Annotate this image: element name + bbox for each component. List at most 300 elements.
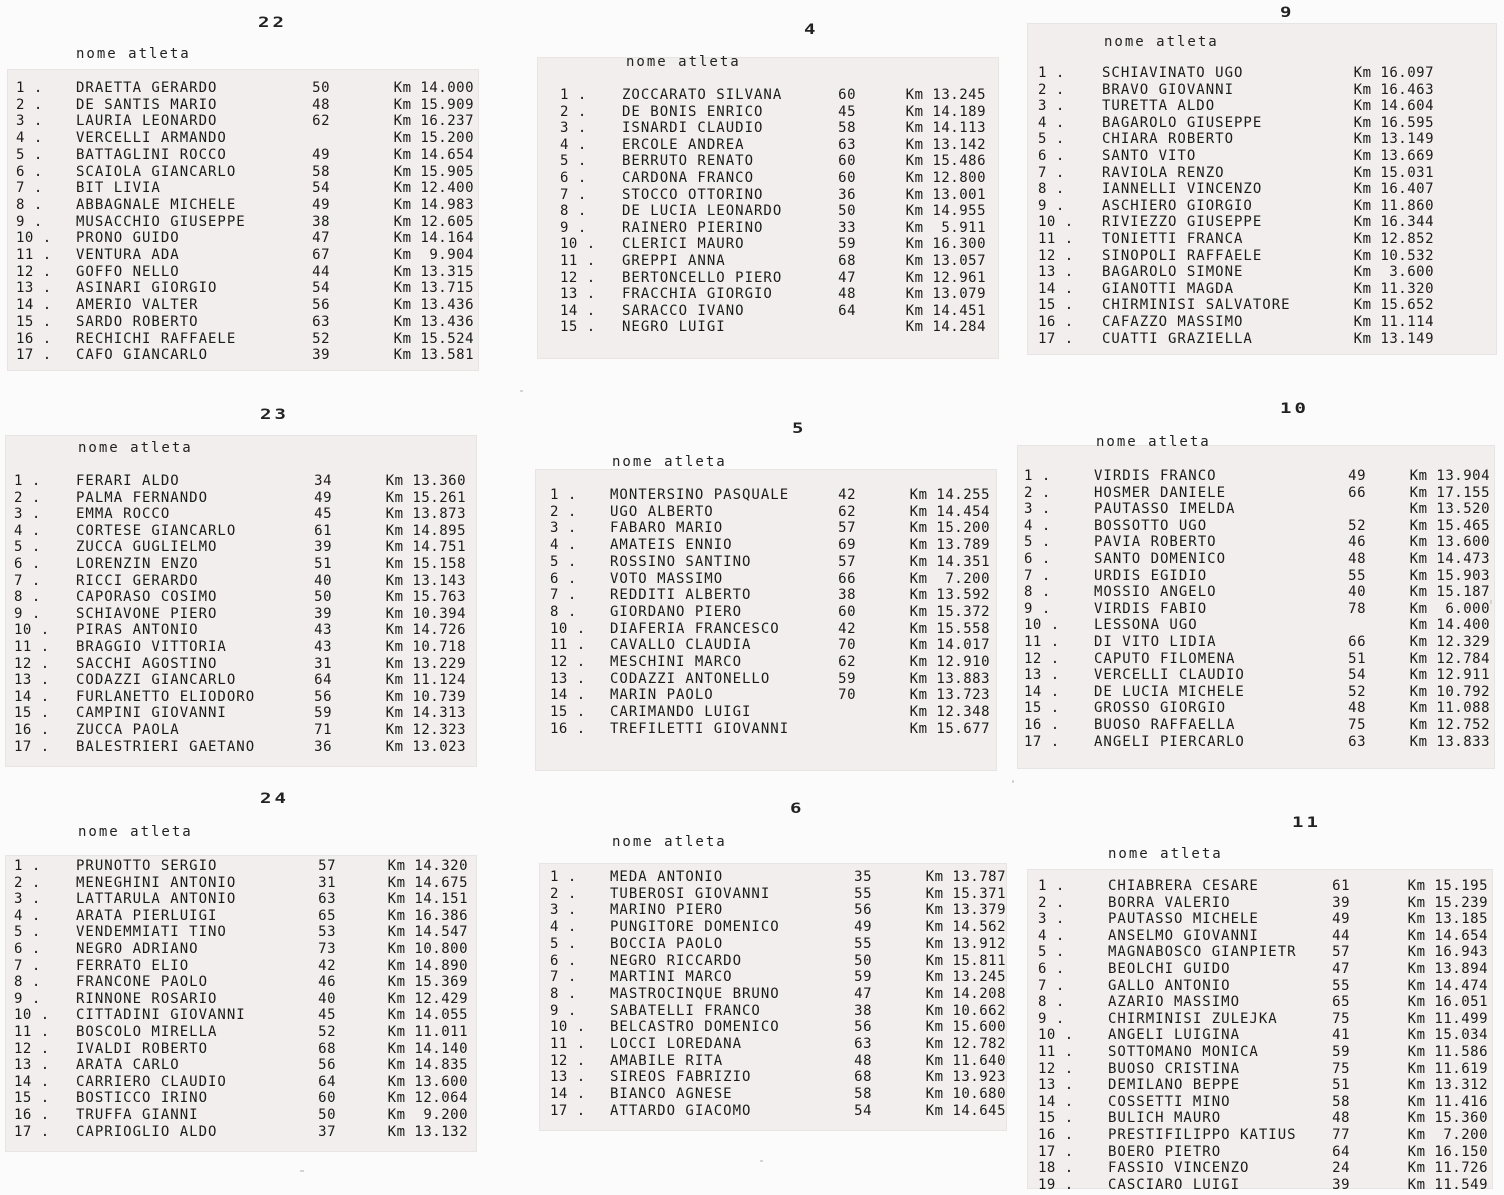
athlete-name: ATTARDO GIACOMO <box>610 1102 752 1119</box>
athlete-row <box>6 1024 500 1040</box>
athlete-name: NEGRO LUIGI <box>622 319 726 336</box>
athlete-age: 56 <box>318 1057 336 1074</box>
athlete-row <box>538 236 1006 252</box>
position-number: 1 . <box>1038 878 1065 894</box>
distance-km: Km 5.911 <box>905 219 986 236</box>
athlete-row <box>6 1007 500 1023</box>
distance-km: Km 13.379 <box>925 902 1006 919</box>
athlete-age: 41 <box>1332 1027 1350 1044</box>
athlete-row <box>6 739 500 755</box>
athlete-age: 65 <box>318 907 336 924</box>
distance-km: Km 14.164 <box>393 230 474 247</box>
athlete-row <box>538 270 1006 286</box>
distance-km: Km 14.654 <box>393 146 474 163</box>
athlete-name: DIAFERIA FRANCESCO <box>610 620 780 637</box>
position-number: 9 . <box>14 605 41 622</box>
position-number: 4 . <box>560 136 587 153</box>
athlete-age: 58 <box>312 163 330 180</box>
athlete-name: BOSTICCO IRINO <box>76 1090 209 1107</box>
position-number: 2 . <box>14 489 41 506</box>
athlete-age: 58 <box>854 1086 872 1103</box>
distance-km: Km 12.605 <box>393 213 474 230</box>
team-panel-4 <box>538 18 1006 358</box>
athlete-row <box>1028 895 1500 911</box>
team-panel-11 <box>1028 812 1500 1192</box>
athlete-name: CARIMANDO LUIGI <box>610 704 752 721</box>
distance-km: Km 10.718 <box>385 639 466 655</box>
athlete-age: 77 <box>1332 1127 1350 1143</box>
position-number: 19 . <box>1038 1176 1074 1193</box>
position-number: 7 . <box>1024 567 1051 584</box>
athlete-age: 40 <box>1348 584 1366 601</box>
distance-km: Km 14.000 <box>393 80 474 96</box>
athlete-age: 56 <box>314 688 332 705</box>
athlete-age: 75 <box>1348 717 1366 733</box>
athlete-age: 66 <box>838 570 856 587</box>
distance-km: Km 15.558 <box>909 620 990 637</box>
athlete-name: CAFAZZO MASSIMO <box>1102 314 1244 330</box>
distance-km: Km 13.581 <box>393 347 474 364</box>
athlete-name: ANSELMO GIOVANNI <box>1108 927 1259 944</box>
distance-km: Km 11.088 <box>1409 700 1490 717</box>
athlete-name: LOCCI LOREDANA <box>610 1036 743 1052</box>
athlete-age: 65 <box>1332 994 1350 1011</box>
distance-km: Km 14.474 <box>1407 977 1488 994</box>
distance-km: Km 7.200 <box>909 570 990 587</box>
position-number: 2 . <box>550 503 577 520</box>
position-number: 14 . <box>14 688 50 705</box>
athlete-name: VENDEMMIATI TINO <box>76 924 227 941</box>
athlete-name: PAUTASSO IMELDA <box>1094 501 1236 518</box>
athlete-age: 70 <box>838 637 856 654</box>
athlete-row <box>536 721 1004 737</box>
athlete-row <box>8 113 500 129</box>
distance-km: Km 14.151 <box>387 891 468 908</box>
athlete-name: DE SANTIS MARIO <box>76 96 218 113</box>
distance-km: Km 16.097 <box>1353 65 1434 81</box>
position-number: 11 . <box>14 639 50 655</box>
position-number: 17 . <box>550 1102 586 1119</box>
distance-km: Km 10.680 <box>925 1086 1006 1103</box>
athlete-age: 48 <box>1332 1110 1350 1127</box>
position-number: 14 . <box>16 297 52 314</box>
distance-km: Km 13.245 <box>925 969 1006 986</box>
athlete-row <box>6 589 500 605</box>
athlete-row <box>8 147 500 163</box>
athlete-row <box>536 637 1004 653</box>
athlete-row <box>6 689 500 705</box>
position-number: 5 . <box>1038 944 1065 961</box>
position-number: 16 . <box>1024 717 1060 733</box>
distance-km: Km 10.532 <box>1353 247 1434 264</box>
athlete-name: RINNONE ROSARIO <box>76 990 218 1007</box>
athlete-row <box>1018 601 1502 617</box>
distance-km: Km 15.903 <box>1409 567 1490 584</box>
athlete-age: 47 <box>1332 961 1350 977</box>
athlete-row <box>1028 115 1500 131</box>
position-number: 1 . <box>550 487 577 503</box>
athlete-name: LESSONA UGO <box>1094 617 1198 634</box>
athlete-row <box>1018 485 1502 501</box>
position-number: 1 . <box>1038 65 1065 81</box>
position-number: 17 . <box>14 738 50 755</box>
athlete-row <box>540 953 1010 969</box>
athlete-row <box>1028 1094 1500 1110</box>
athlete-age: 54 <box>312 180 330 197</box>
position-number: 17 . <box>14 1123 50 1140</box>
position-number: 13 . <box>560 286 596 303</box>
position-number: 4 . <box>14 907 41 924</box>
distance-km: Km 14.454 <box>909 503 990 520</box>
athlete-row <box>1028 281 1500 297</box>
athlete-row <box>1028 1061 1500 1077</box>
position-number: 16 . <box>1038 1127 1074 1143</box>
athlete-name: BAGAROLO GIUSEPPE <box>1102 114 1263 131</box>
athlete-name: PRONO GUIDO <box>76 230 180 247</box>
athlete-name: CITTADINI GIOVANNI <box>76 1007 246 1024</box>
distance-km: Km 15.486 <box>905 153 986 170</box>
athlete-name: MEDA ANTONIO <box>610 869 724 885</box>
distance-km: Km 16.595 <box>1353 114 1434 131</box>
distance-km: Km 12.910 <box>909 654 990 670</box>
athlete-name: GROSSO GIORGIO <box>1094 700 1227 717</box>
column-header-name: nome atleta <box>76 46 191 62</box>
athlete-age: 51 <box>1332 1077 1350 1094</box>
athlete-age: 49 <box>1348 468 1366 484</box>
athlete-age: 58 <box>838 120 856 137</box>
athlete-name: BOERO PIETRO <box>1108 1143 1222 1160</box>
distance-km: Km 12.911 <box>1409 667 1490 684</box>
position-number: 4 . <box>1038 927 1065 944</box>
athlete-row <box>538 170 1006 186</box>
athlete-row <box>8 80 500 96</box>
team-number: 6 <box>790 800 805 817</box>
athlete-name: ANGELI PIERCARLO <box>1094 733 1245 750</box>
distance-km: Km 14.604 <box>1353 98 1434 115</box>
position-number: 2 . <box>1024 484 1051 501</box>
athlete-name: AMABILE RITA <box>610 1052 724 1069</box>
distance-km: Km 12.800 <box>905 170 986 186</box>
athlete-row <box>6 490 500 506</box>
distance-km: Km 15.372 <box>909 603 990 620</box>
athlete-name: NEGRO RICCARDO <box>610 952 743 969</box>
athlete-row <box>1028 911 1500 927</box>
distance-km: Km 12.323 <box>385 722 466 738</box>
athlete-name: FASSIO VINCENZO <box>1108 1160 1250 1177</box>
athlete-name: FABARO MARIO <box>610 520 724 537</box>
athlete-name: MENEGHINI ANTONIO <box>76 874 237 891</box>
athlete-row <box>1028 165 1500 181</box>
column-header-name: nome atleta <box>1096 434 1211 450</box>
athlete-name: VERCELLI CLAUDIO <box>1094 667 1245 684</box>
athlete-name: STOCCO OTTORINO <box>622 186 764 203</box>
athlete-name: BELCASTRO DOMENICO <box>610 1019 780 1036</box>
distance-km: Km 15.600 <box>925 1019 1006 1036</box>
athlete-row <box>1018 634 1502 650</box>
position-number: 12 . <box>560 269 596 286</box>
scan-speck <box>760 1160 763 1162</box>
athlete-row <box>538 187 1006 203</box>
distance-km: Km 11.726 <box>1407 1160 1488 1177</box>
position-number: 4 . <box>550 919 577 936</box>
distance-km: Km 16.300 <box>905 236 986 253</box>
distance-km: Km 14.726 <box>385 622 466 639</box>
athlete-name: SACCHI AGOSTINO <box>76 655 218 672</box>
athlete-age: 50 <box>314 589 332 606</box>
athlete-row <box>6 974 500 990</box>
athlete-row <box>6 539 500 555</box>
position-number: 11 . <box>16 247 52 263</box>
athlete-name: BOCCIA PAOLO <box>610 935 724 952</box>
athlete-name: ISNARDI CLAUDIO <box>622 120 764 137</box>
position-number: 5 . <box>1038 131 1065 148</box>
athlete-age: 57 <box>838 553 856 570</box>
athlete-row <box>536 571 1004 587</box>
athlete-name: DE LUCIA LEONARDO <box>622 203 783 220</box>
athlete-name: RECHICHI RAFFAELE <box>76 330 237 347</box>
athlete-name: GIORDANO PIERO <box>610 603 743 620</box>
athlete-name: LATTARULA ANTONIO <box>76 891 237 908</box>
position-number: 3 . <box>1038 98 1065 115</box>
team-number: 9 <box>1280 4 1295 21</box>
athlete-age: 56 <box>854 902 872 919</box>
position-number: 6 . <box>550 570 577 587</box>
athlete-age: 43 <box>314 639 332 655</box>
athlete-age: 62 <box>312 113 330 130</box>
athlete-age: 46 <box>1348 534 1366 551</box>
athlete-name: BERTONCELLO PIERO <box>622 269 783 286</box>
distance-km: Km 13.079 <box>905 286 986 303</box>
athlete-name: MONTERSINO PASQUALE <box>610 487 790 503</box>
athlete-name: AMATEIS ENNIO <box>610 537 733 554</box>
athlete-row <box>540 1003 1010 1019</box>
athlete-row <box>6 1107 500 1123</box>
team-panel-23 <box>6 404 500 776</box>
athlete-name: REDDITI ALBERTO <box>610 587 752 604</box>
athlete-age: 60 <box>838 603 856 620</box>
athlete-row <box>540 969 1010 985</box>
position-number: 8 . <box>16 196 43 213</box>
position-number: 1 . <box>1024 468 1051 484</box>
team-number: 22 <box>258 14 287 31</box>
athlete-age: 52 <box>312 330 330 347</box>
athlete-row <box>8 164 500 180</box>
position-number: 16 . <box>16 330 52 347</box>
distance-km: Km 15.200 <box>393 130 474 147</box>
position-number: 10 . <box>16 230 52 247</box>
athlete-row <box>1028 1027 1500 1043</box>
position-number: 8 . <box>550 985 577 1002</box>
position-number: 1 . <box>550 869 577 885</box>
athlete-name: CAPUTO FILOMENA <box>1094 650 1236 667</box>
position-number: 2 . <box>1038 81 1065 98</box>
athlete-row <box>1028 65 1500 81</box>
position-number: 9 . <box>1024 600 1051 617</box>
position-number: 15 . <box>1038 297 1074 314</box>
athlete-row <box>538 120 1006 136</box>
distance-km: Km 14.140 <box>387 1040 468 1057</box>
distance-km: Km 13.923 <box>925 1069 1006 1086</box>
distance-km: Km 3.600 <box>1353 264 1434 281</box>
position-number: 14 . <box>14 1073 50 1090</box>
distance-km: Km 6.000 <box>1409 600 1490 617</box>
athlete-name: ZUCCA PAOLA <box>76 722 180 738</box>
position-number: 10 . <box>1024 617 1060 634</box>
athlete-age: 39 <box>312 347 330 364</box>
column-header-name: nome atleta <box>612 834 727 850</box>
athlete-name: CASCIARO LUIGI <box>1108 1176 1241 1193</box>
athlete-row <box>1028 314 1500 330</box>
athlete-age: 49 <box>1332 911 1350 928</box>
athlete-name: MARIN PAOLO <box>610 687 714 704</box>
athlete-age: 45 <box>838 103 856 120</box>
position-number: 6 . <box>1024 551 1051 567</box>
athlete-row <box>6 1041 500 1057</box>
distance-km: Km 13.600 <box>387 1073 468 1090</box>
athlete-age: 63 <box>838 136 856 153</box>
athlete-name: HOSMER DANIELE <box>1094 484 1227 501</box>
athlete-name: ASINARI GIORGIO <box>76 280 218 297</box>
athlete-row <box>536 520 1004 536</box>
athlete-row <box>1028 1144 1500 1160</box>
distance-km: Km 15.369 <box>387 974 468 991</box>
athlete-age: 61 <box>314 522 332 539</box>
athlete-name: DI VITO LIDIA <box>1094 634 1217 650</box>
athlete-row <box>1018 468 1502 484</box>
athlete-row <box>536 504 1004 520</box>
position-number: 1 . <box>16 80 43 96</box>
position-number: 10 . <box>14 622 50 639</box>
distance-km: Km 13.149 <box>1353 131 1434 148</box>
athlete-name: IANNELLI VINCENZO <box>1102 181 1263 198</box>
position-number: 8 . <box>550 603 577 620</box>
distance-km: Km 14.189 <box>905 103 986 120</box>
distance-km: Km 14.208 <box>925 985 1006 1002</box>
distance-km: Km 9.200 <box>387 1107 468 1123</box>
athlete-row <box>1028 1011 1500 1027</box>
athlete-name: CHIRMINISI ZULEJKA <box>1108 1010 1278 1027</box>
athlete-name: DE BONIS ENRICO <box>622 103 764 120</box>
position-number: 16 . <box>14 722 50 738</box>
position-number: 13 . <box>1024 667 1060 684</box>
athlete-name: SIREOS FABRIZIO <box>610 1069 752 1086</box>
position-number: 5 . <box>550 553 577 570</box>
distance-km: Km 7.200 <box>1407 1127 1488 1143</box>
athlete-name: MESCHINI MARCO <box>610 654 743 670</box>
athlete-row <box>1028 1160 1500 1176</box>
athlete-name: ASCHIERO GIORGIO <box>1102 197 1253 214</box>
athlete-age: 44 <box>1332 927 1350 944</box>
athlete-name: CAVALLO CLAUDIA <box>610 637 752 654</box>
athlete-name: UGO ALBERTO <box>610 503 714 520</box>
athlete-row <box>8 230 500 246</box>
distance-km: Km 16.386 <box>387 907 468 924</box>
position-number: 8 . <box>1038 181 1065 198</box>
position-number: 11 . <box>1038 231 1074 247</box>
athlete-name: AMERIO VALTER <box>76 297 199 314</box>
athlete-age: 55 <box>854 885 872 902</box>
athlete-name: BERRUTO RENATO <box>622 153 755 170</box>
distance-km: Km 12.329 <box>1409 634 1490 650</box>
athlete-age: 61 <box>1332 878 1350 894</box>
athlete-row <box>538 319 1006 335</box>
athlete-name: TURETTA ALDO <box>1102 98 1216 115</box>
athlete-name: RICCI GERARDO <box>76 572 199 589</box>
position-number: 9 . <box>560 219 587 236</box>
athlete-age: 73 <box>318 941 336 957</box>
distance-km: Km 13.789 <box>909 537 990 554</box>
athlete-age: 47 <box>838 269 856 286</box>
position-number: 8 . <box>1038 994 1065 1011</box>
distance-km: Km 15.652 <box>1353 297 1434 314</box>
position-number: 6 . <box>1038 148 1065 164</box>
athlete-name: TRUFFA GIANNI <box>76 1107 199 1123</box>
distance-km: Km 13.600 <box>1409 534 1490 551</box>
distance-km: Km 15.200 <box>909 520 990 537</box>
athlete-name: CUATTI GRAZIELLA <box>1102 330 1253 347</box>
position-number: 11 . <box>14 1024 50 1040</box>
athlete-name: SOTTOMANO MONICA <box>1108 1044 1259 1060</box>
team-panel-5 <box>536 420 1004 770</box>
position-number: 7 . <box>550 587 577 604</box>
athlete-name: CODAZZI ANTONELLO <box>610 670 771 687</box>
athlete-name: VOTO MASSIMO <box>610 570 724 587</box>
scan-speck <box>300 1170 304 1172</box>
distance-km: Km 13.142 <box>905 136 986 153</box>
distance-km: Km 11.499 <box>1407 1010 1488 1027</box>
distance-km: Km 13.592 <box>909 587 990 604</box>
athlete-name: PUNGITORE DOMENICO <box>610 919 780 936</box>
athlete-age: 54 <box>312 280 330 297</box>
position-number: 12 . <box>550 654 586 670</box>
column-header-name: nome atleta <box>1108 846 1223 862</box>
athlete-name: SINOPOLI RAFFAELE <box>1102 247 1263 264</box>
athlete-name: RAINERO PIERINO <box>622 219 764 236</box>
athlete-row <box>6 1074 500 1090</box>
distance-km: Km 10.739 <box>385 688 466 705</box>
athlete-row <box>1028 181 1500 197</box>
athlete-name: SCHIAVONE PIERO <box>76 605 218 622</box>
athlete-name: DEMILANO BEPPE <box>1108 1077 1241 1094</box>
athlete-age: 64 <box>1332 1143 1350 1160</box>
position-number: 17 . <box>1024 733 1060 750</box>
athlete-row <box>538 203 1006 219</box>
athlete-name: CARRIERO CLAUDIO <box>76 1073 227 1090</box>
position-number: 13 . <box>14 672 50 689</box>
distance-km: Km 13.360 <box>385 473 466 489</box>
athlete-row <box>1018 584 1502 600</box>
athlete-age: 37 <box>318 1123 336 1140</box>
athlete-row <box>6 875 500 891</box>
distance-km: Km 15.811 <box>925 952 1006 969</box>
team-number: 5 <box>792 420 807 437</box>
athlete-age: 46 <box>318 974 336 991</box>
athlete-row <box>8 347 500 363</box>
distance-km: Km 14.835 <box>387 1057 468 1074</box>
athlete-row <box>6 606 500 622</box>
athlete-age: 60 <box>838 153 856 170</box>
athlete-row <box>1028 297 1500 313</box>
position-number: 3 . <box>1024 501 1051 518</box>
position-number: 6 . <box>1038 961 1065 977</box>
distance-km: Km 15.677 <box>909 720 990 737</box>
distance-km: Km 11.114 <box>1353 314 1434 330</box>
scan-speck <box>520 390 523 392</box>
athlete-row <box>538 286 1006 302</box>
column-header-name: nome atleta <box>612 454 727 470</box>
distance-km: Km 10.394 <box>385 605 466 622</box>
distance-km: Km 14.313 <box>385 705 466 722</box>
